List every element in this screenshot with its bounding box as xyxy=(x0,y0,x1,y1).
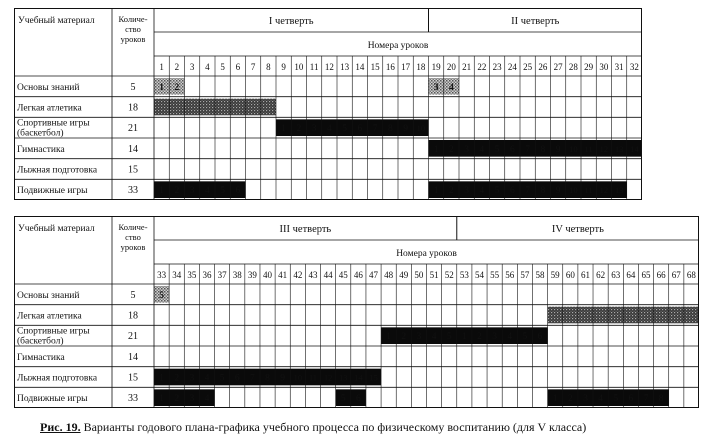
row-lesson-count: 5 xyxy=(130,289,136,301)
block-lesson-label: 3 xyxy=(583,394,588,405)
block-lesson-label: 10 xyxy=(293,372,303,383)
header-material: Учебный материал xyxy=(18,16,95,26)
block-lesson-label: 3 xyxy=(464,186,469,197)
header-material: Учебный материал xyxy=(18,224,95,234)
figure-caption-text: Варианты годового плана-графика учебного процесса по физическому воспитанию (для V класса) xyxy=(80,420,587,434)
block-lesson-label: 8 xyxy=(658,394,664,405)
block-lesson-label: 5 xyxy=(446,332,452,343)
lesson-number: 41 xyxy=(278,270,288,280)
lesson-number: 2 xyxy=(174,62,180,72)
lesson-number: 8 xyxy=(266,62,271,72)
lesson-number: 11 xyxy=(309,62,319,72)
row-lesson-count: 33 xyxy=(128,185,138,197)
block-lesson-label: 10 xyxy=(569,185,578,196)
row-lesson-count: 21 xyxy=(128,123,138,135)
block-lesson-label: 7 xyxy=(372,124,378,135)
lesson-number: 43 xyxy=(308,270,318,280)
lesson-number: 29 xyxy=(584,62,594,72)
lesson-number: 21 xyxy=(462,62,472,72)
lesson-number: 33 xyxy=(157,270,167,280)
row-material-name: Лыжная подготовка xyxy=(17,165,98,176)
block-lesson-label: 6 xyxy=(356,394,361,405)
block-lesson-label: 13 xyxy=(338,372,348,383)
block-lesson-label: 1 xyxy=(552,394,558,405)
lesson-number: 64 xyxy=(626,270,636,280)
row-material-name: Подвижные игры xyxy=(17,186,88,197)
lesson-number: 47 xyxy=(369,270,379,280)
block-lesson-label: 4 xyxy=(507,332,513,343)
lesson-number: 12 xyxy=(324,62,334,72)
lesson-number: 10 xyxy=(294,62,304,72)
block-lesson-label: 5 xyxy=(494,186,500,197)
lesson-number: 25 xyxy=(523,62,533,72)
quarter-label: I четверть xyxy=(268,16,314,27)
row-lesson-count: 15 xyxy=(128,164,138,176)
lesson-number: 31 xyxy=(614,62,624,72)
block-lesson-label: 2 xyxy=(174,373,180,384)
lesson-number: 1 xyxy=(159,62,164,72)
lesson-number: 20 xyxy=(446,62,456,72)
block-lesson-label: 4 xyxy=(479,186,485,197)
lesson-number: 27 xyxy=(553,62,563,72)
lesson-number: 46 xyxy=(353,270,363,280)
block-lesson-label: 5 xyxy=(494,144,500,155)
block-lesson-label: 1 xyxy=(433,186,439,197)
lesson-number: 57 xyxy=(520,270,530,280)
block-lesson-label: 6 xyxy=(357,124,363,135)
block-lesson-label: 1 xyxy=(159,186,164,197)
block-lesson-label: 13 xyxy=(614,185,624,196)
row-lesson-count: 18 xyxy=(128,310,138,322)
block-lesson-label: 5 xyxy=(219,373,225,384)
block-lesson-label: 1 xyxy=(461,332,467,343)
lesson-number: 63 xyxy=(611,270,621,280)
schedule-table-2 xyxy=(14,216,699,408)
block-lesson-label: 3 xyxy=(189,373,195,384)
lesson-number: 65 xyxy=(641,270,651,280)
lesson-number: 48 xyxy=(384,270,394,280)
block-lesson-label: 4 xyxy=(205,186,210,197)
row-lesson-count: 14 xyxy=(128,143,138,155)
block-lesson-label: 4 xyxy=(327,124,332,135)
lesson-number: 16 xyxy=(385,62,395,72)
row-lesson-count: 15 xyxy=(128,372,138,384)
block-lesson-label: 1 xyxy=(159,394,164,405)
row-material-name: Подвижные игры xyxy=(17,394,88,405)
quarter-label: IV четверть xyxy=(551,224,604,235)
lesson-number: 60 xyxy=(565,270,575,280)
block-lesson-label: 2 xyxy=(174,186,180,197)
block-lesson-label: 4 xyxy=(204,373,210,384)
row-material-name: Гимнастика xyxy=(17,144,65,155)
block-lesson-label: 9 xyxy=(555,144,561,155)
block-lesson-label: 1 xyxy=(281,124,286,135)
block-lesson-label: 5 xyxy=(522,332,528,343)
block-lesson-label: 7 xyxy=(643,394,649,405)
lesson-number: 54 xyxy=(474,270,484,280)
lesson-number: 14 xyxy=(355,62,365,72)
block-lesson-label: 8 xyxy=(540,186,546,197)
block-lesson-label: 2 xyxy=(449,186,454,197)
lesson-number: 68 xyxy=(686,270,696,280)
block-lesson-label: 4 xyxy=(598,394,603,405)
block-lesson-label: 5 xyxy=(613,394,619,405)
header-lesson-numbers: Номера уроков xyxy=(367,41,429,51)
block-lesson-label: 10 xyxy=(569,143,578,154)
lesson-number: 50 xyxy=(414,270,424,280)
row-lesson-count: 14 xyxy=(128,351,138,363)
block-lesson-label: 3 xyxy=(189,394,195,405)
block-lesson-label: 9 xyxy=(403,124,408,135)
block-lesson-label: 5 xyxy=(342,124,347,135)
row-lesson-count: 21 xyxy=(128,331,138,343)
block-lesson-label: 1 xyxy=(433,144,439,155)
lesson-number: 26 xyxy=(538,62,548,72)
block-lesson-label: 7 xyxy=(525,186,530,197)
lesson-number: 42 xyxy=(293,270,303,280)
row-material-name: Основы знаний xyxy=(17,82,80,93)
block-lesson-label: 3 xyxy=(416,332,422,343)
lesson-number: 52 xyxy=(444,270,454,280)
block-lesson-label: 2 xyxy=(296,124,302,135)
schedule-table-1 xyxy=(14,8,642,200)
lesson-number: 24 xyxy=(507,62,517,72)
block-lesson-label: 6 xyxy=(234,373,240,384)
block-lesson-label: 12 xyxy=(599,143,609,154)
row-material-name: Лыжная подготовка xyxy=(17,373,98,384)
block-lesson-label: 4 xyxy=(431,332,437,343)
lesson-number: 32 xyxy=(629,62,639,72)
block-lesson-label: 2 xyxy=(567,394,573,405)
block-lesson-label: 9 xyxy=(555,186,561,197)
lesson-number: 58 xyxy=(535,270,545,280)
block-lesson-label: 4 xyxy=(449,82,454,93)
block-lesson-label: 11 xyxy=(308,372,318,383)
lesson-number: 7 xyxy=(250,62,256,72)
lesson-number: 28 xyxy=(568,62,578,72)
lesson-number: 55 xyxy=(490,270,500,280)
lesson-number: 59 xyxy=(550,270,560,280)
lesson-number: 45 xyxy=(338,270,348,280)
lesson-number: 5 xyxy=(220,62,225,72)
block-lesson-label: 6 xyxy=(537,332,543,343)
block-lesson-label: 2 xyxy=(477,332,482,343)
block-lesson-label: 13 xyxy=(614,143,624,154)
block-lesson-label: 5 xyxy=(340,394,346,405)
block-lesson-label: 7 xyxy=(525,144,530,155)
block-lesson-label: 1 xyxy=(386,332,392,343)
row-lesson-count: 18 xyxy=(128,102,138,114)
block-lesson-label: 2 xyxy=(401,332,407,343)
block-lesson-label: 8 xyxy=(388,124,393,135)
header-lesson-count: Количе-ство уроков xyxy=(118,14,148,44)
figure-caption xyxy=(40,420,700,435)
block-lesson-label: 12 xyxy=(323,372,333,383)
block-lesson-label: 12 xyxy=(599,185,609,196)
lesson-number: 3 xyxy=(189,62,195,72)
lesson-number: 66 xyxy=(656,270,666,280)
figure-number: Рис. 19. xyxy=(40,420,81,434)
lesson-number: 35 xyxy=(187,270,197,280)
block-lesson-label: 4 xyxy=(479,144,485,155)
block-lesson-label: 14 xyxy=(630,143,639,154)
lesson-number: 61 xyxy=(580,270,590,280)
quarter-label: III четверть xyxy=(279,224,332,235)
block-lesson-label: 4 xyxy=(204,394,210,405)
block-lesson-label: 1 xyxy=(159,82,164,93)
lesson-number: 62 xyxy=(596,270,606,280)
lesson-number: 49 xyxy=(399,270,409,280)
block-lesson-label: 11 xyxy=(584,143,593,154)
lesson-number: 23 xyxy=(492,62,502,72)
lesson-number: 15 xyxy=(370,62,380,72)
block-lesson-label: 7 xyxy=(250,373,255,384)
block-lesson-label: 5 xyxy=(220,186,225,197)
lesson-number: 39 xyxy=(247,270,257,280)
row-lesson-count: 33 xyxy=(128,393,138,405)
block-lesson-label: 15 xyxy=(369,372,378,383)
lesson-number: 6 xyxy=(235,62,241,72)
block-lesson-label: 8 xyxy=(540,144,546,155)
block-lesson-label: 11 xyxy=(584,185,593,196)
lesson-number: 18 xyxy=(416,62,426,72)
block-lesson-label: 1 xyxy=(159,373,164,384)
lesson-number: 19 xyxy=(431,62,441,72)
block-lesson-label: 6 xyxy=(510,144,515,155)
block-lesson-label: 14 xyxy=(354,372,363,383)
block-lesson-label: 3 xyxy=(464,144,469,155)
lesson-number: 30 xyxy=(599,62,609,72)
block-lesson-label: 2 xyxy=(174,394,180,405)
lesson-number: 53 xyxy=(459,270,469,280)
header-lesson-numbers: Номера уроков xyxy=(396,249,457,259)
lesson-number: 36 xyxy=(202,270,212,280)
lesson-number: 38 xyxy=(232,270,242,280)
row-material-name: Спортивные игры (баскетбол) xyxy=(17,118,90,139)
block-lesson-label: 6 xyxy=(510,186,515,197)
block-lesson-label: 2 xyxy=(174,82,180,93)
block-lesson-label: 9 xyxy=(280,373,286,384)
lesson-number: 34 xyxy=(172,270,182,280)
row-material-name: Основы знаний xyxy=(17,290,80,301)
lesson-number: 56 xyxy=(505,270,515,280)
lesson-number: 67 xyxy=(671,270,681,280)
lesson-number: 51 xyxy=(429,270,439,280)
block-lesson-label: 10 xyxy=(416,123,426,134)
lesson-number: 4 xyxy=(205,62,210,72)
lesson-number: 17 xyxy=(401,62,411,72)
block-lesson-label: 5 xyxy=(159,290,164,301)
lesson-number: 40 xyxy=(263,270,273,280)
header-lesson-count: Количе-ство уроков xyxy=(118,222,148,252)
block-lesson-label: 3 xyxy=(311,124,317,135)
row-material-name: Гимнастика xyxy=(17,352,65,363)
block-lesson-label: 6 xyxy=(628,394,634,405)
block-lesson-label: 6 xyxy=(235,186,241,197)
lesson-number: 44 xyxy=(323,270,333,280)
lesson-number: 22 xyxy=(477,62,487,72)
block-lesson-label: 3 xyxy=(492,332,497,343)
row-material-name: Легкая атлетика xyxy=(17,311,82,322)
block-lesson-label: 8 xyxy=(265,373,270,384)
block-lesson-label: 2 xyxy=(449,144,454,155)
row-lesson-count: 5 xyxy=(130,81,136,93)
block-lesson-label: 3 xyxy=(189,186,195,197)
block-lesson-label: 3 xyxy=(433,82,439,93)
lesson-number: 13 xyxy=(340,62,350,72)
quarter-label: II четверть xyxy=(511,16,560,27)
lesson-number: 37 xyxy=(217,270,227,280)
row-material-name: Легкая атлетика xyxy=(17,103,82,114)
row-material-name: Спортивные игры (баскетбол) xyxy=(17,326,90,347)
lesson-number: 9 xyxy=(281,62,286,72)
